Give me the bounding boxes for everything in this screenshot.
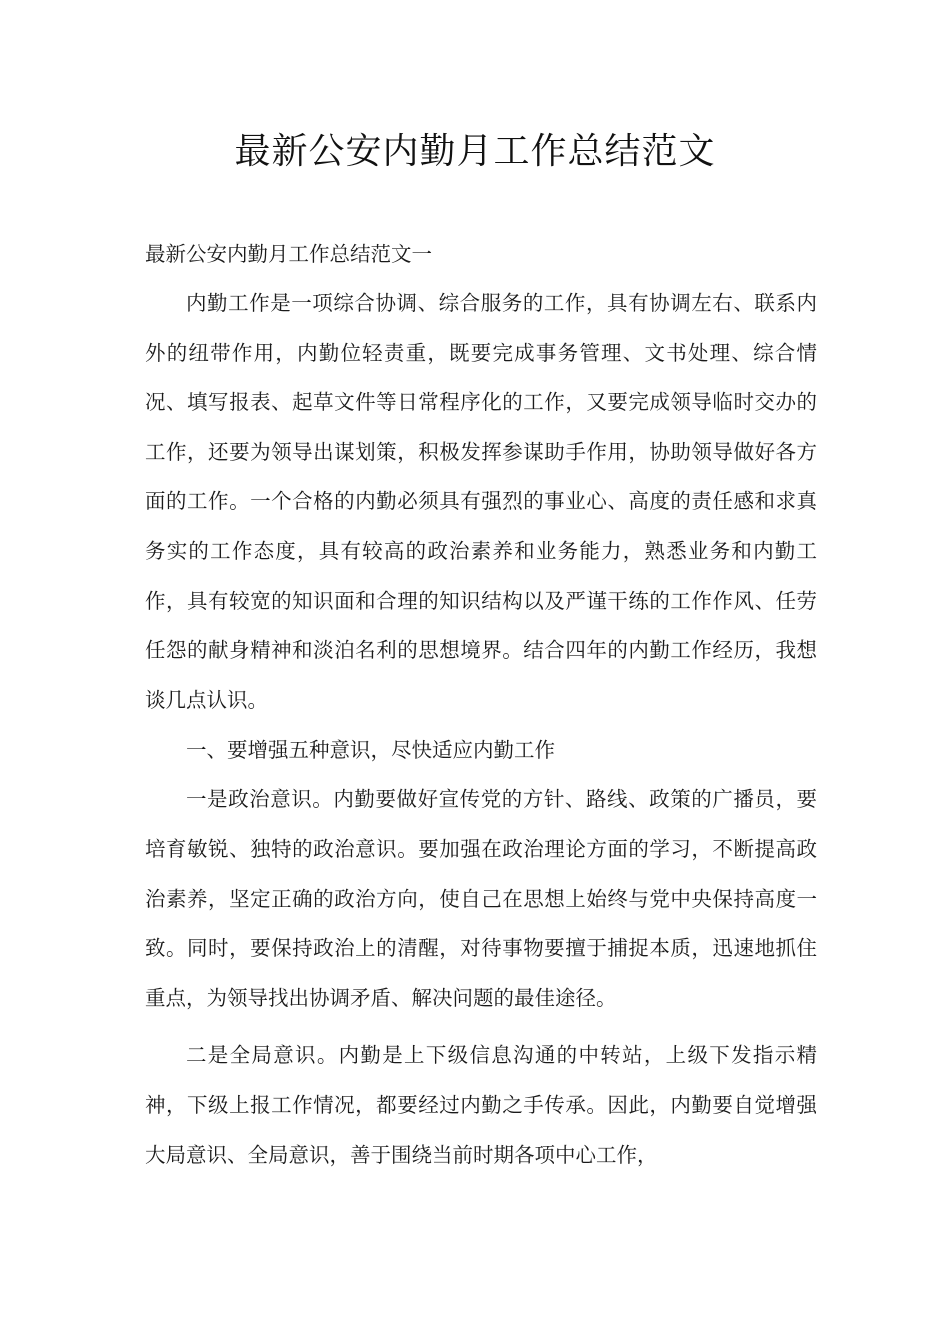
section-heading: 一、要增强五种意识，尽快适应内勤工作 [186,738,555,763]
paragraph-intro: 内勤工作是一项综合协调、综合服务的工作，具有协调左右、联系内外的纽带作用，内勤位轻责重，既要完成事务管理、文书处理、综合情况、填写报表、起草文件等日常程序化的工作，又要完成领导临时交办的工作，还要为领导出谋划策，积极发挥参谋助手作用，协助领导做好各方面的工作。一个合格的内勤必须具有强烈的事业心、高度的责任感和求真务实的工作态度，具有较高的政治素养和业务能力，熟悉业务和内勤工作，具有较宽的知识面和合理的知识结构以及严谨干练的工作作风、任劳任怨的献身精神和淡泊名利的思想境界。结合四年的内勤工作经历，我想谈几点认识。 [145,291,817,712]
paragraph-political-awareness: 一是政治意识。内勤要做好宣传党的方针、路线、政策的广播员，要培育敏锐、独特的政治意识。要加强在政治理论方面的学习，不断提高政治素养，坚定正确的政治方向，使自己在思想上始终与党中央保持高度一致。同时，要保持政治上的清醒，对待事物要擅于捕捉本质，迅速地抓住重点，为领导找出协调矛盾、解决问题的最佳途径。 [145,787,817,1010]
document-title: 最新公安内勤月工作总结范文 [234,131,716,172]
paragraph-overall-awareness: 二是全局意识。内勤是上下级信息沟通的中转站，上级下发指示精神，下级上报工作情况，都要经过内勤之手传承。因此，内勤要自觉增强大局意识、全局意识，善于围绕当前时期各项中心工作， [145,1043,817,1167]
document-body [145,229,817,1180]
document-subtitle: 最新公安内勤月工作总结范文一 [145,242,432,266]
